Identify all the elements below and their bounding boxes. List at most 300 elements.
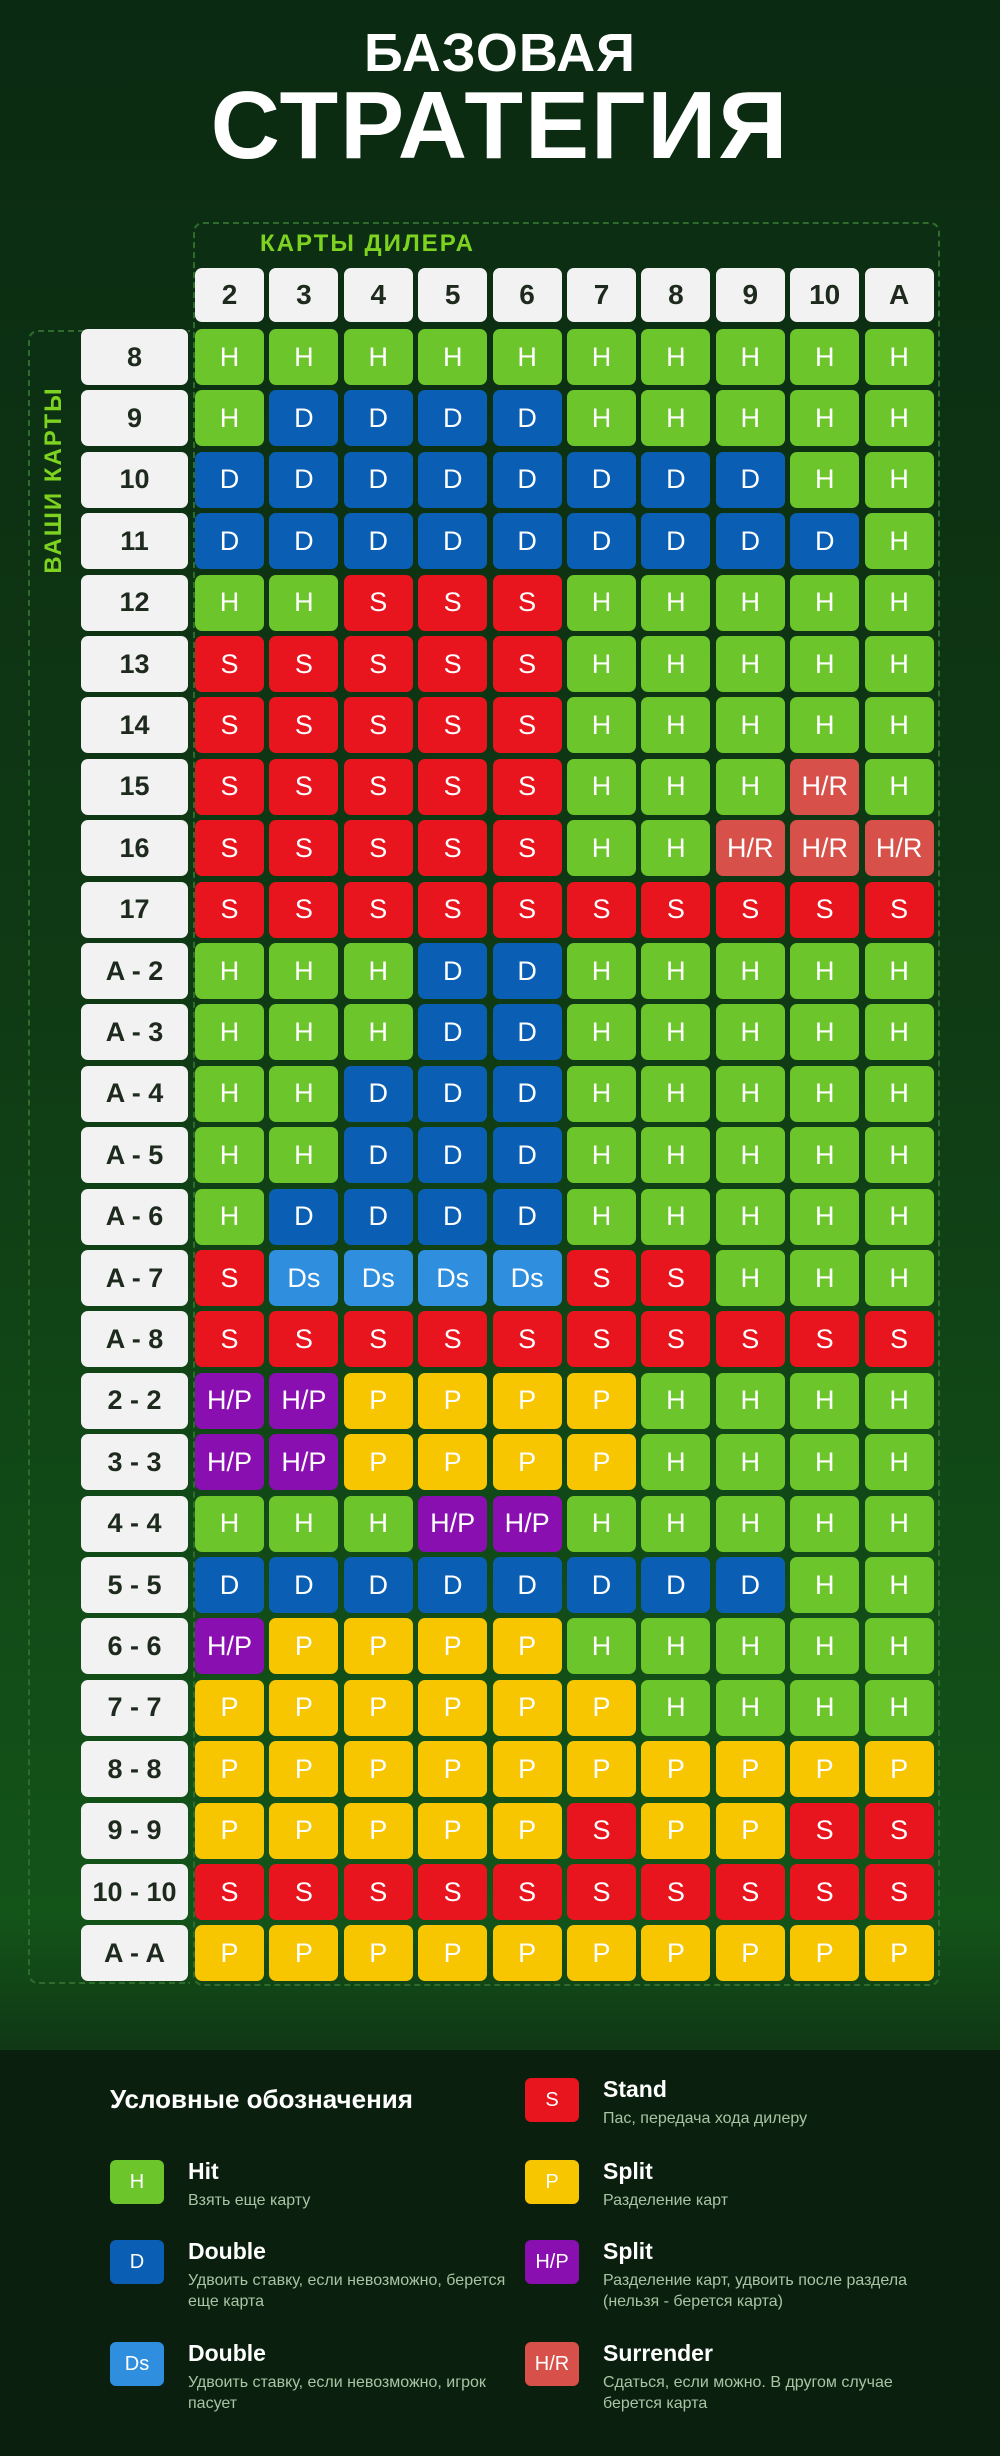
strategy-cell-h: H: [641, 943, 710, 999]
strategy-cell-d: D: [269, 513, 338, 569]
strategy-cell-h: H: [195, 329, 264, 385]
legend-swatch-hp: H/P: [525, 2240, 579, 2284]
player-hand-label: A - 8: [81, 1311, 188, 1367]
title-line-1: БАЗОВАЯ: [364, 23, 636, 83]
strategy-cell-s: S: [195, 697, 264, 753]
strategy-cell-h: H: [641, 1373, 710, 1429]
legend-description: Удвоить ставку, если невозможно, игрок пасует: [188, 2374, 486, 2412]
strategy-cell-s: S: [344, 636, 413, 692]
strategy-cell-p: P: [716, 1925, 785, 1981]
strategy-cell-d: D: [418, 1189, 487, 1245]
strategy-cell-h: H: [567, 1127, 636, 1183]
strategy-cell-h: H: [269, 943, 338, 999]
strategy-cell-p: P: [269, 1925, 338, 1981]
strategy-cell-h: H: [641, 1618, 710, 1674]
strategy-cell-h: H: [195, 1004, 264, 1060]
strategy-cell-d: D: [493, 513, 562, 569]
strategy-cell-h: H: [790, 1250, 859, 1306]
player-hand-label: A - 5: [81, 1127, 188, 1183]
player-hand-label: A - 7: [81, 1250, 188, 1306]
strategy-cell-h: H: [567, 697, 636, 753]
strategy-cell-d: D: [493, 943, 562, 999]
strategy-cell-s: S: [567, 1803, 636, 1859]
strategy-cell-h: H: [790, 452, 859, 508]
strategy-cell-s: S: [344, 697, 413, 753]
strategy-cell-s: S: [195, 759, 264, 815]
strategy-cell-h: H: [865, 1618, 934, 1674]
strategy-cell-d: D: [641, 452, 710, 508]
strategy-cell-h: H: [567, 1618, 636, 1674]
legend-name: Hit: [188, 2158, 219, 2184]
strategy-cell-p: P: [195, 1680, 264, 1736]
player-hand-label: 8: [81, 329, 188, 385]
strategy-cell-h: H: [269, 575, 338, 631]
player-hand-label: 17: [81, 882, 188, 938]
strategy-cell-hp: H/P: [195, 1618, 264, 1674]
player-hand-label: 8 - 8: [81, 1741, 188, 1797]
dealer-card-header: 9: [716, 268, 785, 322]
legend-name: Split: [603, 2158, 653, 2184]
strategy-cell-h: H: [641, 1189, 710, 1245]
strategy-cell-h: H: [567, 636, 636, 692]
strategy-cell-h: H: [716, 1066, 785, 1122]
strategy-cell-s: S: [865, 882, 934, 938]
legend-title: Условные обозначения: [110, 2084, 413, 2114]
strategy-cell-p: P: [716, 1741, 785, 1797]
strategy-cell-h: H: [269, 1004, 338, 1060]
strategy-cell-s: S: [269, 820, 338, 876]
strategy-cell-p: P: [344, 1373, 413, 1429]
strategy-cell-h: H: [716, 1373, 785, 1429]
strategy-cell-ds: Ds: [418, 1250, 487, 1306]
player-hand-label: 7 - 7: [81, 1680, 188, 1736]
strategy-cell-d: D: [344, 1557, 413, 1613]
strategy-cell-h: H: [641, 697, 710, 753]
legend-swatch-hr: H/R: [525, 2342, 579, 2386]
strategy-cell-h: H: [865, 1557, 934, 1613]
player-hand-label: A - 2: [81, 943, 188, 999]
strategy-cell-s: S: [567, 1864, 636, 1920]
strategy-cell-s: S: [716, 1864, 785, 1920]
strategy-cell-h: H: [641, 820, 710, 876]
dealer-card-header: 10: [790, 268, 859, 322]
strategy-cell-s: S: [493, 1864, 562, 1920]
strategy-cell-s: S: [790, 1803, 859, 1859]
strategy-cell-d: D: [418, 452, 487, 508]
strategy-cell-h: H: [641, 1004, 710, 1060]
player-hand-label: A - A: [81, 1925, 188, 1981]
player-hand-label: 16: [81, 820, 188, 876]
strategy-cell-p: P: [865, 1925, 934, 1981]
strategy-cell-h: H: [716, 1618, 785, 1674]
strategy-cell-p: P: [493, 1803, 562, 1859]
strategy-cell-h: H: [716, 697, 785, 753]
strategy-cell-d: D: [790, 513, 859, 569]
strategy-cell-d: D: [418, 943, 487, 999]
legend-description: Удвоить ставку, если невозможно, берется еще карта: [188, 2272, 506, 2310]
strategy-cell-p: P: [865, 1741, 934, 1797]
strategy-cell-h: H: [269, 1127, 338, 1183]
strategy-cell-s: S: [865, 1803, 934, 1859]
legend-swatch-p: P: [525, 2160, 579, 2204]
strategy-cell-hr: H/R: [790, 759, 859, 815]
strategy-cell-p: P: [418, 1618, 487, 1674]
strategy-cell-d: D: [344, 1127, 413, 1183]
strategy-cell-s: S: [269, 882, 338, 938]
player-hand-label: 9 - 9: [81, 1803, 188, 1859]
strategy-cell-p: P: [493, 1373, 562, 1429]
strategy-cell-h: H: [641, 1434, 710, 1490]
strategy-cell-p: P: [567, 1373, 636, 1429]
strategy-cell-p: P: [418, 1680, 487, 1736]
strategy-cell-p: P: [493, 1925, 562, 1981]
strategy-cell-p: P: [344, 1741, 413, 1797]
strategy-cell-p: P: [790, 1925, 859, 1981]
strategy-cell-h: H: [865, 759, 934, 815]
strategy-cell-h: H: [195, 1189, 264, 1245]
strategy-cell-h: H: [716, 943, 785, 999]
strategy-cell-h: H: [641, 1127, 710, 1183]
strategy-cell-h: H: [567, 390, 636, 446]
player-hand-label: 10: [81, 452, 188, 508]
legend-description: Сдаться, если можно. В другом случае берется карта: [603, 2374, 893, 2412]
strategy-cell-h: H: [790, 329, 859, 385]
strategy-cell-s: S: [567, 1250, 636, 1306]
strategy-cell-s: S: [418, 636, 487, 692]
player-hand-label: 4 - 4: [81, 1496, 188, 1552]
strategy-cell-h: H: [567, 329, 636, 385]
strategy-cell-d: D: [641, 513, 710, 569]
strategy-cell-d: D: [418, 1066, 487, 1122]
dealer-card-header: 5: [418, 268, 487, 322]
strategy-cell-h: H: [195, 943, 264, 999]
strategy-cell-d: D: [344, 513, 413, 569]
strategy-cell-d: D: [344, 390, 413, 446]
strategy-cell-h: H: [641, 636, 710, 692]
legend-swatch-ds: Ds: [110, 2342, 164, 2386]
strategy-cell-hp: H/P: [195, 1434, 264, 1490]
strategy-cell-d: D: [493, 1066, 562, 1122]
legend-swatch-d: D: [110, 2240, 164, 2284]
dealer-card-header: A: [865, 268, 934, 322]
strategy-cell-h: H: [418, 329, 487, 385]
legend-swatch-s: S: [525, 2078, 579, 2122]
strategy-cell-s: S: [344, 575, 413, 631]
strategy-cell-ds: Ds: [344, 1250, 413, 1306]
strategy-cell-p: P: [790, 1741, 859, 1797]
player-hand-label: A - 6: [81, 1189, 188, 1245]
strategy-cell-s: S: [865, 1864, 934, 1920]
strategy-cell-h: H: [716, 1496, 785, 1552]
strategy-cell-p: P: [641, 1741, 710, 1797]
strategy-cell-d: D: [716, 452, 785, 508]
strategy-cell-h: H: [641, 390, 710, 446]
strategy-cell-s: S: [269, 697, 338, 753]
strategy-cell-h: H: [865, 452, 934, 508]
strategy-cell-s: S: [269, 1864, 338, 1920]
strategy-cell-h: H: [790, 1618, 859, 1674]
strategy-cell-h: H: [790, 943, 859, 999]
dealer-card-header: 4: [344, 268, 413, 322]
strategy-cell-s: S: [493, 575, 562, 631]
strategy-cell-h: H: [716, 329, 785, 385]
strategy-cell-p: P: [344, 1618, 413, 1674]
strategy-cell-h: H: [344, 329, 413, 385]
strategy-cell-d: D: [418, 1004, 487, 1060]
strategy-cell-s: S: [641, 882, 710, 938]
strategy-cell-d: D: [493, 1004, 562, 1060]
strategy-cell-h: H: [567, 1066, 636, 1122]
strategy-cell-h: H: [567, 1189, 636, 1245]
strategy-cell-s: S: [493, 882, 562, 938]
strategy-cell-h: H: [865, 575, 934, 631]
player-hand-label: A - 4: [81, 1066, 188, 1122]
strategy-cell-h: H: [865, 1189, 934, 1245]
strategy-cell-s: S: [493, 1311, 562, 1367]
strategy-cell-h: H: [790, 1496, 859, 1552]
strategy-cell-p: P: [418, 1434, 487, 1490]
strategy-cell-h: H: [865, 1373, 934, 1429]
strategy-cell-p: P: [716, 1803, 785, 1859]
strategy-cell-s: S: [716, 882, 785, 938]
strategy-cell-h: H: [790, 636, 859, 692]
strategy-cell-s: S: [418, 882, 487, 938]
strategy-cell-s: S: [641, 1311, 710, 1367]
strategy-cell-p: P: [269, 1680, 338, 1736]
strategy-cell-hp: H/P: [418, 1496, 487, 1552]
strategy-cell-s: S: [195, 1864, 264, 1920]
strategy-cell-hp: H/P: [493, 1496, 562, 1552]
legend-name: Stand: [603, 2076, 667, 2102]
strategy-cell-p: P: [344, 1803, 413, 1859]
player-hand-label: 9: [81, 390, 188, 446]
dealer-card-header: 8: [641, 268, 710, 322]
strategy-cell-p: P: [195, 1803, 264, 1859]
strategy-cell-h: H: [716, 759, 785, 815]
strategy-cell-s: S: [790, 1864, 859, 1920]
legend-name: Surrender: [603, 2340, 713, 2366]
strategy-cell-ds: Ds: [493, 1250, 562, 1306]
legend-description: Пас, передача хода дилеру: [603, 2110, 808, 2127]
strategy-cell-s: S: [269, 1311, 338, 1367]
strategy-cell-s: S: [344, 759, 413, 815]
strategy-cell-d: D: [344, 1189, 413, 1245]
strategy-cell-p: P: [567, 1741, 636, 1797]
player-hand-label: A - 3: [81, 1004, 188, 1060]
strategy-cell-h: H: [790, 1373, 859, 1429]
strategy-cell-d: D: [269, 452, 338, 508]
strategy-cell-d: D: [418, 1557, 487, 1613]
strategy-cell-s: S: [344, 1864, 413, 1920]
player-hand-label: 13: [81, 636, 188, 692]
strategy-cell-ds: Ds: [269, 1250, 338, 1306]
strategy-cell-h: H: [865, 1127, 934, 1183]
strategy-cell-h: H: [716, 1680, 785, 1736]
strategy-cell-h: H: [344, 1004, 413, 1060]
player-hand-label: 6 - 6: [81, 1618, 188, 1674]
strategy-cell-p: P: [344, 1434, 413, 1490]
strategy-cell-s: S: [195, 820, 264, 876]
strategy-cell-p: P: [493, 1741, 562, 1797]
strategy-cell-hr: H/R: [790, 820, 859, 876]
dealer-cards-label: КАРТЫ ДИЛЕРА: [260, 230, 475, 257]
strategy-cell-p: P: [269, 1741, 338, 1797]
strategy-cell-s: S: [195, 1311, 264, 1367]
strategy-cell-s: S: [641, 1864, 710, 1920]
strategy-cell-h: H: [790, 1004, 859, 1060]
strategy-cell-d: D: [493, 390, 562, 446]
player-hand-label: 3 - 3: [81, 1434, 188, 1490]
strategy-cell-d: D: [195, 1557, 264, 1613]
strategy-cell-h: H: [865, 329, 934, 385]
player-cards-label: ВАШИ КАРТЫ: [40, 386, 67, 574]
strategy-cell-hp: H/P: [269, 1373, 338, 1429]
strategy-cell-h: H: [865, 390, 934, 446]
strategy-cell-d: D: [418, 390, 487, 446]
strategy-cell-h: H: [790, 1189, 859, 1245]
strategy-cell-h: H: [567, 1496, 636, 1552]
strategy-cell-s: S: [493, 636, 562, 692]
strategy-cell-p: P: [418, 1925, 487, 1981]
dealer-card-header: 6: [493, 268, 562, 322]
strategy-cell-p: P: [344, 1680, 413, 1736]
strategy-cell-p: P: [344, 1925, 413, 1981]
strategy-cell-h: H: [790, 1680, 859, 1736]
strategy-cell-p: P: [269, 1618, 338, 1674]
legend-name: Double: [188, 2340, 266, 2366]
strategy-cell-d: D: [567, 1557, 636, 1613]
strategy-cell-p: P: [493, 1680, 562, 1736]
strategy-cell-s: S: [418, 1311, 487, 1367]
strategy-cell-h: H: [865, 513, 934, 569]
strategy-cell-p: P: [418, 1803, 487, 1859]
strategy-cell-p: P: [493, 1618, 562, 1674]
strategy-cell-h: H: [865, 1250, 934, 1306]
strategy-cell-s: S: [493, 820, 562, 876]
strategy-cell-h: H: [790, 1127, 859, 1183]
strategy-cell-p: P: [195, 1925, 264, 1981]
strategy-cell-d: D: [716, 1557, 785, 1613]
strategy-cell-s: S: [344, 882, 413, 938]
strategy-cell-h: H: [269, 329, 338, 385]
strategy-cell-h: H: [641, 1496, 710, 1552]
strategy-cell-d: D: [195, 452, 264, 508]
strategy-cell-h: H: [641, 329, 710, 385]
strategy-cell-hp: H/P: [195, 1373, 264, 1429]
strategy-cell-s: S: [418, 759, 487, 815]
strategy-cell-d: D: [269, 1557, 338, 1613]
strategy-cell-h: H: [865, 1680, 934, 1736]
strategy-cell-h: H: [344, 943, 413, 999]
strategy-cell-p: P: [493, 1434, 562, 1490]
strategy-cell-s: S: [641, 1250, 710, 1306]
strategy-cell-d: D: [344, 1066, 413, 1122]
strategy-cell-h: H: [567, 759, 636, 815]
legend-description: Разделение карт, удвоить после раздела (нельзя - берется карта): [603, 2272, 907, 2310]
strategy-cell-d: D: [716, 513, 785, 569]
strategy-cell-h: H: [641, 1680, 710, 1736]
strategy-cell-h: H: [195, 1496, 264, 1552]
strategy-cell-h: H: [195, 575, 264, 631]
strategy-cell-h: H: [716, 1250, 785, 1306]
strategy-cell-h: H: [567, 1004, 636, 1060]
strategy-cell-h: H: [716, 1189, 785, 1245]
player-hand-label: 14: [81, 697, 188, 753]
strategy-cell-h: H: [716, 575, 785, 631]
strategy-cell-h: H: [790, 1066, 859, 1122]
strategy-cell-h: H: [195, 390, 264, 446]
strategy-cell-h: H: [865, 636, 934, 692]
strategy-cell-d: D: [269, 390, 338, 446]
strategy-cell-s: S: [716, 1311, 785, 1367]
strategy-cell-h: H: [716, 390, 785, 446]
player-hand-label: 10 - 10: [81, 1864, 188, 1920]
strategy-cell-s: S: [493, 697, 562, 753]
strategy-cell-d: D: [493, 1557, 562, 1613]
strategy-cell-s: S: [195, 1250, 264, 1306]
strategy-cell-h: H: [195, 1127, 264, 1183]
strategy-cell-h: H: [344, 1496, 413, 1552]
strategy-cell-s: S: [865, 1311, 934, 1367]
strategy-cell-d: D: [493, 1127, 562, 1183]
strategy-cell-s: S: [418, 697, 487, 753]
strategy-cell-h: H: [567, 943, 636, 999]
strategy-cell-p: P: [418, 1741, 487, 1797]
strategy-cell-h: H: [865, 1066, 934, 1122]
strategy-cell-s: S: [344, 820, 413, 876]
strategy-cell-h: H: [641, 575, 710, 631]
strategy-cell-s: S: [567, 882, 636, 938]
strategy-cell-d: D: [641, 1557, 710, 1613]
dealer-card-header: 7: [567, 268, 636, 322]
strategy-cell-h: H: [865, 943, 934, 999]
player-hand-label: 11: [81, 513, 188, 569]
strategy-cell-s: S: [269, 759, 338, 815]
strategy-cell-d: D: [195, 513, 264, 569]
strategy-cell-h: H: [269, 1066, 338, 1122]
strategy-cell-h: H: [493, 329, 562, 385]
player-hand-label: 15: [81, 759, 188, 815]
strategy-cell-h: H: [790, 390, 859, 446]
player-hand-label: 2 - 2: [81, 1373, 188, 1429]
dealer-card-header: 3: [269, 268, 338, 322]
strategy-cell-s: S: [195, 636, 264, 692]
strategy-cell-d: D: [344, 452, 413, 508]
strategy-cell-d: D: [567, 452, 636, 508]
strategy-cell-s: S: [790, 882, 859, 938]
strategy-cell-s: S: [418, 575, 487, 631]
strategy-cell-d: D: [493, 452, 562, 508]
strategy-cell-h: H: [716, 636, 785, 692]
strategy-cell-h: H: [716, 1127, 785, 1183]
strategy-cell-h: H: [865, 1496, 934, 1552]
legend-description: Разделение карт: [603, 2192, 729, 2209]
strategy-cell-h: H: [641, 1066, 710, 1122]
strategy-cell-s: S: [195, 882, 264, 938]
strategy-cell-s: S: [344, 1311, 413, 1367]
strategy-cell-s: S: [418, 820, 487, 876]
strategy-cell-h: H: [790, 1557, 859, 1613]
dealer-card-header: 2: [195, 268, 264, 322]
strategy-cell-h: H: [865, 1004, 934, 1060]
strategy-cell-h: H: [716, 1434, 785, 1490]
strategy-cell-p: P: [567, 1434, 636, 1490]
strategy-cell-s: S: [418, 1864, 487, 1920]
strategy-cell-d: D: [493, 1189, 562, 1245]
strategy-cell-p: P: [567, 1925, 636, 1981]
strategy-cell-h: H: [865, 1434, 934, 1490]
strategy-cell-h: H: [716, 1004, 785, 1060]
